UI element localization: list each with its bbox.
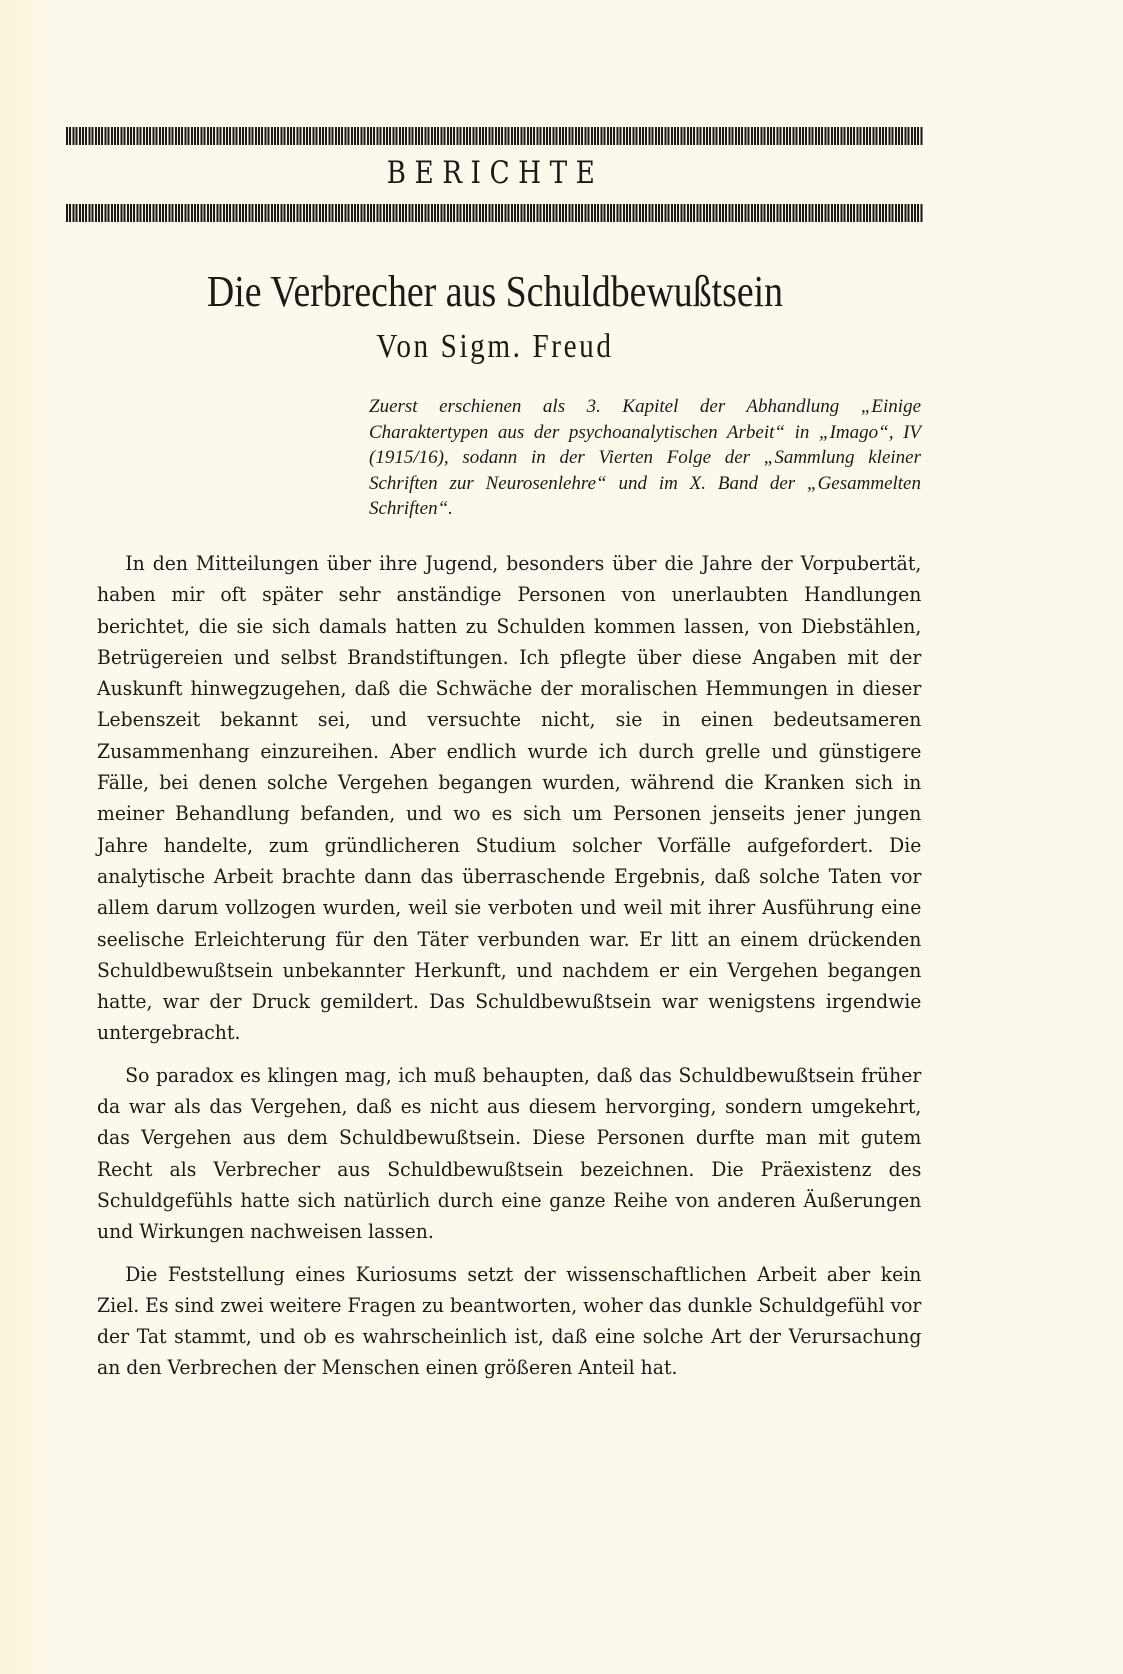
body-paragraph: In den Mitteilungen über ihre Jugend, besonders über die Jahre der Vorpubertät, haben mir oft später sehr anständige Personen von unerlaubten Handlungen berichtet, die sie sich damals hatten zu Schulden kommen lassen, von Diebstählen, Betrügereien und selbst Brandstiftungen. Ich pflegte über diese Angaben mit der Auskunft hinwegzugehen, daß die Schwäche der moralischen Hemmungen in dieser Lebenszeit bekannt sei, und versuchte nicht, sie in einen bedeutsameren Zusammenhang einzureihen. Aber endlich wurde ich durch grelle und günstigere Fälle, bei denen solche Vergehen begangen wurden, während die Kranken sich in meiner Behandlung befanden, und wo es sich um Personen jenseits jener jungen Jahre handelte, zum gründlicheren Studium solcher Vorfälle aufgefordert. Die analytische Arbeit brachte dann das überraschende Ergebnis, daß solche Taten vor allem darum vollzogen wurden, weil sie verboten und weil mit ihrer Ausführung eine seelische Erleichterung für den Täter verbunden war. Er litt an einem drückenden Schuldbewußtsein unbekannter Herkunft, und nachdem er ein Vergehen begangen hatte, war der Druck gemildert. Das Schuldbewußtsein war wenigstens irgendwie untergebracht.	[97, 551, 922, 1045]
article-title: Die Verbrecher aus Schuldbewußtsein	[206, 267, 784, 316]
body-paragraph: So paradox es klingen mag, ich muß behaupten, daß das Schuldbewußtsein früher da war als das Vergehen, daß es nicht aus diesem hervorging, sondern umgekehrt, das Vergehen aus dem Schuldbewußtsein. Diese Personen durfte man mit gutem Recht als Verbrecher aus Schuldbewußtsein bezeichnen. Die Präexistenz des Schuldgefühls hatte sich natürlich durch eine ganze Reihe von anderen Äußerungen und Wirkungen nachweisen lassen.	[97, 1062, 922, 1244]
decorative-rule-bottom	[66, 204, 923, 222]
page-edge-tint	[0, 0, 60, 1674]
decorative-rule-top	[66, 127, 923, 145]
source-note: Zuerst erschienen als 3. Kapitel der Abhandlung „Einige Charaktertypen aus der psychoanalytischen Arbeit“ in „Imago“, IV (1915/16), sodann in der Vierten Folge der „Sammlung kleiner Schriften zur Neurosenlehre“ und im X. Band der „Gesammelten Schriften“.	[369, 396, 921, 519]
body-paragraph: Die Feststellung eines Kuriosums setzt der wissenschaftlichen Arbeit aber kein Ziel. Es sind zwei weitere Fragen zu beantworten, woher das dunkle Schuldgefühl vor der Tat stammt, und ob es wahrscheinlich ist, daß eine solche Art der Verursachung an den Verbrechen der Menschen einen größeren Anteil hat.	[97, 1261, 922, 1380]
article-author: Von Sigm. Freud	[376, 328, 614, 365]
section-heading: BERICHTE	[386, 155, 604, 191]
article-body	[97, 548, 921, 1395]
